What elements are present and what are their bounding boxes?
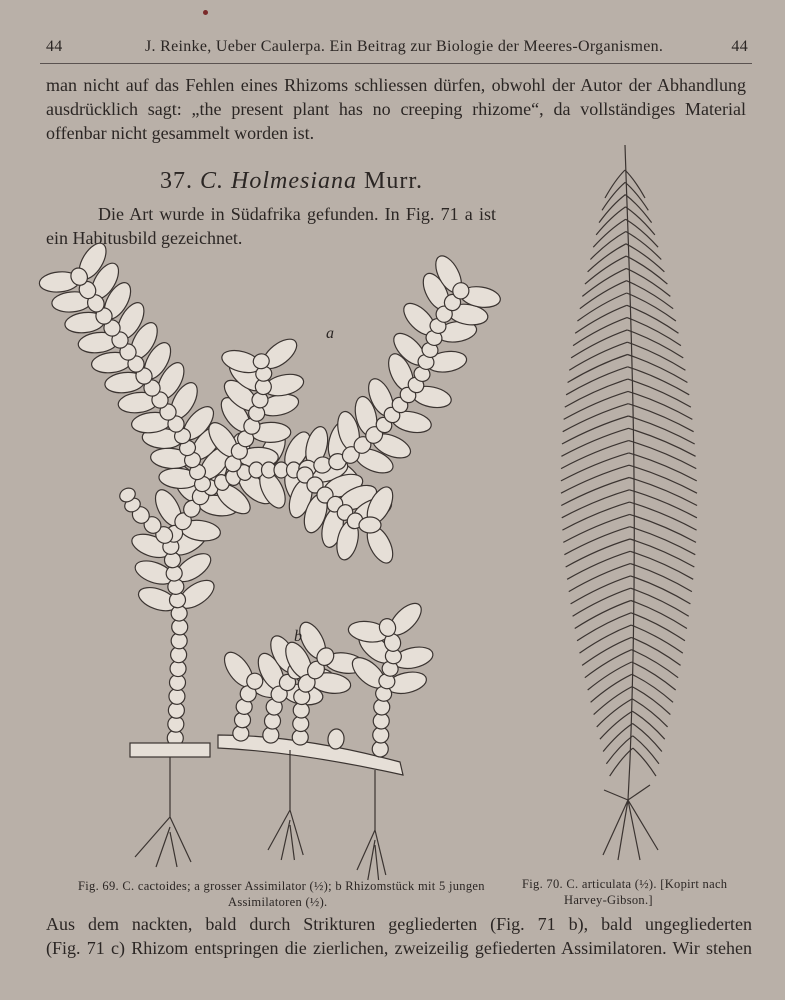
pinnule-left — [563, 514, 629, 542]
pinnule-right — [632, 674, 673, 702]
pinnule-right — [631, 576, 691, 604]
pinnule-right — [630, 527, 695, 555]
paragraph-line: Die Art wurde in Südafrika gefunden. In Fig. 71 a ist — [98, 204, 496, 224]
axis-segment — [359, 517, 381, 533]
pinnule-left — [566, 539, 630, 567]
paragraph-line: man nicht auf das Fehlen eines Rhizoms schliessen dürfen, obwohl der Autor der Abhandlung — [46, 75, 746, 95]
section-species: Holmesiana — [231, 168, 358, 194]
paragraph-line: offenbar nicht gesammelt worden ist. — [46, 123, 315, 143]
pinnule-right — [632, 687, 670, 715]
pinnule-left — [580, 625, 632, 653]
paragraph-line: ausdrücklich sagt: „the present plant has no creeping rhizome“, da vollständiges Material — [46, 99, 746, 119]
pinnule-left — [562, 502, 629, 530]
pinnule-left — [600, 711, 632, 739]
pinnule-left — [582, 637, 631, 665]
pinnule-right — [630, 551, 693, 579]
pinnule-left — [575, 601, 631, 629]
caption-line: Fig. 70. C. articulata (½). [Kopirt nach — [522, 877, 728, 891]
section-genus: C. — [200, 168, 225, 194]
pinnule-right — [633, 736, 659, 764]
rhizoid — [268, 750, 303, 860]
figure-69a-large-assimilator — [39, 239, 502, 867]
pinnule-right — [631, 601, 687, 629]
paragraph-rhizom — [46, 912, 752, 960]
figure-label-a: a — [326, 325, 334, 342]
paragraph-line: Aus dem nackten, bald durch Strikturen gegliederten (Fig. 71 b), bald ungegliederten — [46, 914, 752, 934]
pinnule-left — [585, 650, 632, 678]
section-author: Murr. — [364, 168, 424, 194]
pinnule-right — [632, 711, 664, 739]
pinnule-right — [633, 748, 656, 776]
caption-line: Assimilatoren (½). — [228, 895, 328, 909]
pinnule-right — [630, 564, 692, 592]
main-axis — [625, 145, 634, 760]
pinnule-right — [632, 699, 667, 727]
pinnule-left — [603, 724, 632, 752]
figure-label-b: b — [294, 628, 302, 645]
rhizoid — [135, 757, 191, 867]
pinnule-right — [632, 662, 676, 690]
pinnule-right — [625, 170, 645, 198]
pinnule-left — [567, 551, 630, 579]
paragraph-line: ein Habitusbild gezeichnet. — [46, 228, 243, 248]
pinnule-left — [588, 662, 632, 690]
caption-line: Harvey-Gibson.] — [564, 893, 653, 907]
pinnule-left — [605, 170, 625, 198]
page-number-right: 44 — [731, 38, 748, 55]
paragraph-line: (Fig. 71 c) Rhizom entspringen die zierlichen, zweizeilig gefiederten Assimilatoren. Wir stehen — [46, 938, 752, 958]
running-title: J. Reinke, Ueber Caulerpa. Ein Beitrag zur Biologie der Meeres-Organismen. — [145, 38, 664, 55]
figure-70-caulerpa-articulata — [561, 145, 697, 860]
pinnule-left — [594, 687, 632, 715]
pinnule-right — [631, 613, 685, 641]
pinnule-right — [630, 539, 694, 567]
page-number-left: 44 — [46, 38, 63, 55]
pinnule-left — [577, 613, 631, 641]
pinnule-right — [631, 637, 680, 665]
section-number: 37. — [160, 168, 193, 194]
pinnule-left — [564, 527, 629, 555]
rhizoid — [357, 770, 386, 880]
figure-69b-rhizome-piece — [218, 598, 435, 880]
caption-figure-70 — [522, 876, 762, 908]
pinnule-right — [632, 650, 679, 678]
pinnule-left — [571, 576, 631, 604]
rhizoid-tuft — [603, 760, 658, 860]
pinnule-right — [633, 724, 662, 752]
pinnule-left — [573, 588, 631, 616]
pinnule-right — [631, 588, 689, 616]
pinnule-left — [569, 564, 631, 592]
pinnule-right — [631, 625, 683, 653]
caption-figure-69 — [78, 878, 498, 910]
rhizome-piece — [130, 743, 210, 757]
pinnule-right — [625, 182, 648, 210]
pinnule-left — [597, 699, 632, 727]
caption-line: Fig. 69. C. cactoides; a grosser Assimilator (½); b Rhizomstück mit 5 jungen — [78, 879, 485, 893]
pinnule-left — [591, 674, 632, 702]
pinnule-left — [562, 490, 630, 518]
pinnule-left — [606, 736, 632, 764]
